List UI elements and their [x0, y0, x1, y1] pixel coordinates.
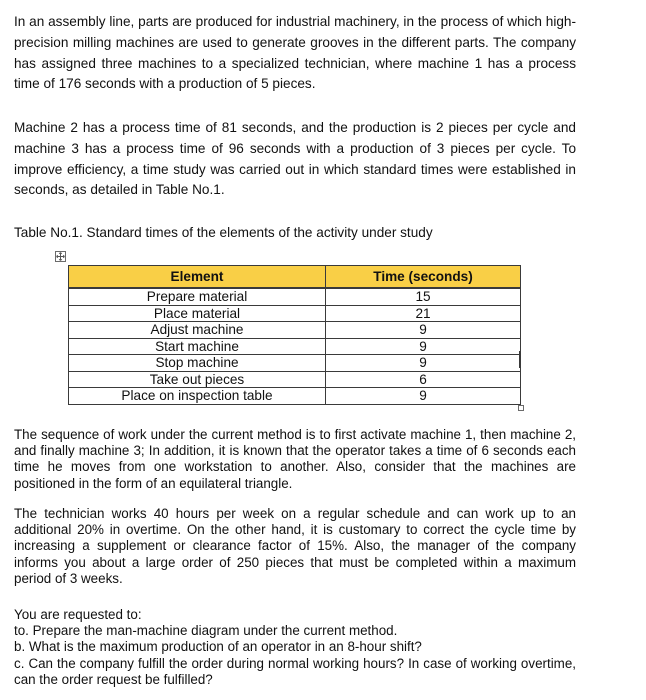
table-resize-handle[interactable] [518, 405, 524, 411]
intro-paragraph-1: In an assembly line, parts are produced for industrial machinery, in the process of which high-precision milling machines are used to generate grooves in the different parts. The company has assigned three machines to a specialized technician, where machine 1 has a process time of 176 seconds with a production of 5 pieces. [14, 14, 576, 92]
header-time: Time (seconds) [326, 266, 521, 289]
table-row [69, 388, 521, 405]
table-row [69, 371, 521, 388]
time-cell: 15 [326, 288, 521, 305]
time-cell: 9 [326, 388, 521, 405]
time-cell: 9 [326, 355, 521, 372]
element-cell: Adjust machine [69, 322, 326, 339]
requests-intro: You are requested to: [14, 607, 142, 622]
table-row [69, 322, 521, 339]
time-cell: 21 [326, 305, 521, 322]
requests-section [14, 607, 576, 688]
intro-paragraph-2: Machine 2 has a process time of 81 seconds, and the production is 2 pieces per cycle and machine 3 has a process time of 96 seconds with a production of 3 pieces per cycle. To improve efficiency, a time study was carried out in which standard times were established in seconds, as detailed in Table No.1. [14, 120, 576, 198]
table-move-handle-icon[interactable] [55, 251, 66, 262]
row-end-marker [519, 351, 521, 368]
element-cell: Stop machine [69, 355, 326, 372]
time-cell: 9 [326, 322, 521, 339]
element-cell: Place on inspection table [69, 388, 326, 405]
request-item-b: b. What is the maximum production of an operator in an 8-hour shift? [14, 639, 422, 655]
time-cell: 9 [326, 338, 521, 355]
table-header-row [69, 266, 521, 289]
table-row [69, 305, 521, 322]
standard-times-table [68, 265, 521, 405]
request-item-a: to. Prepare the man-machine diagram under the current method. [14, 623, 398, 639]
element-cell: Place material [69, 305, 326, 322]
table-row [69, 338, 521, 355]
table-row [69, 355, 521, 372]
element-cell: Start machine [69, 338, 326, 355]
body-paragraph-3: The sequence of work under the current method is to first activate machine 1, then machine 2, and finally machine 3; In addition, it is known that the operator takes a time of 6 seconds each time he moves from one workstation to another. Also, consider that the machines are positioned in the form of an equilateral triangle. [14, 427, 576, 491]
header-element: Element [69, 266, 326, 289]
time-cell: 6 [326, 371, 521, 388]
table-row [69, 288, 521, 305]
table-caption: Table No.1. Standard times of the elements of the activity under study [14, 225, 433, 240]
element-cell: Prepare material [69, 288, 326, 305]
body-paragraph-4: The technician works 40 hours per week on a regular schedule and can work up to an additional 20% in overtime. On the other hand, it is customary to correct the cycle time by increasing a supplement or clearance factor of 15%. Also, the manager of the company informs you about a large order of 250 pieces that must be completed within a maximum period of 3 weeks. [14, 506, 576, 586]
request-item-c: c. Can the company fulfill the order during normal working hours? In case of working overtime, can the order request be fulfilled? [14, 655, 576, 687]
element-cell: Take out pieces [69, 371, 326, 388]
